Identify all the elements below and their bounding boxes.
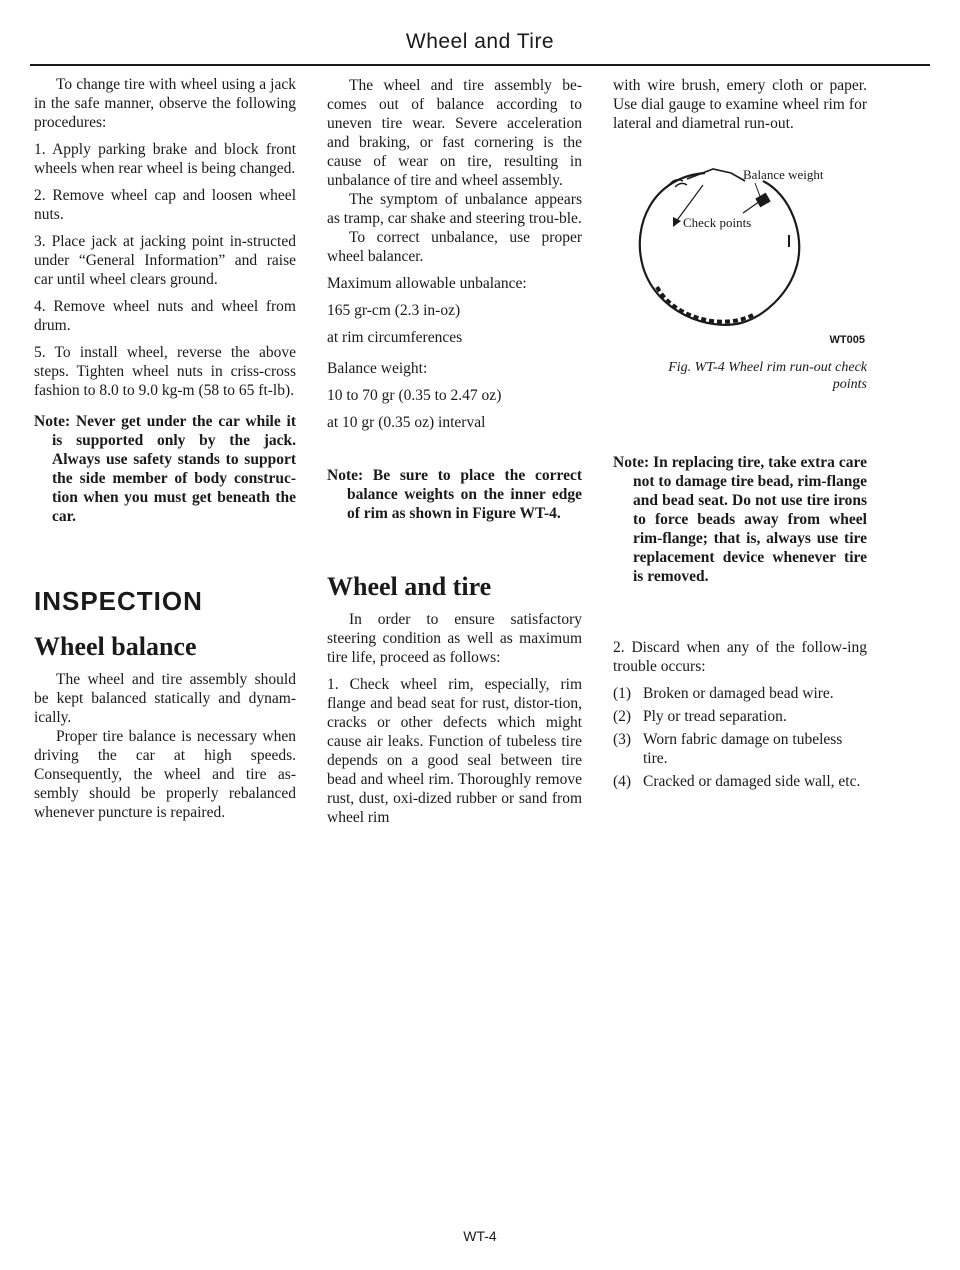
- intro-paragraph: To change tire with wheel using a jack in the safe manner, observe the following procedures:: [34, 76, 296, 131]
- discard-item: [613, 772, 867, 791]
- discard-item-number: (2): [613, 708, 632, 725]
- discard-item-number: (4): [613, 773, 632, 790]
- figure-caption: [613, 359, 867, 393]
- header-rule: [30, 64, 930, 66]
- balance-weight-interval: at 10 gr (0.35 oz) interval: [327, 414, 486, 431]
- rim-top-edge: [687, 169, 745, 181]
- page-number: WT-4: [463, 1228, 497, 1244]
- rim-inspection-paragraph: with wire brush, emery cloth or paper. Use dial gauge to examine wheel rim for lateral and diametral run-out.: [613, 77, 867, 132]
- step-3: 3. Place jack at jacking point in-structed under “General Information” and raise car until wheel clears ground.: [34, 233, 296, 288]
- balance-weight-note: Note: Be sure to place the correct balance weights on the inner edge of rim as shown in Figure WT-4.: [327, 467, 582, 522]
- figure-caption-line-1: Fig. WT-4 Wheel rim run-out check: [668, 360, 867, 375]
- max-unbalance-value: 165 gr-cm (2.3 in-oz): [327, 302, 461, 319]
- balance-weight-mark: [755, 193, 770, 208]
- subheading-wheel-and-tire: Wheel and tire: [327, 572, 492, 601]
- column-middle: [327, 76, 582, 835]
- discard-item-text: Worn fabric damage on tubeless tire.: [643, 731, 843, 767]
- unbalance-paragraph-3: To correct unbalance, use proper wheel balancer.: [327, 229, 582, 265]
- tire-replacement-note: Note: In replacing tire, take extra care not to damage tire bead, rim-flange and bead seat. Do not use tire irons to force beads away from wheel rim-flange; that is, always use tire replacement device whenever tire is removed.: [613, 454, 867, 585]
- column-left: [34, 75, 296, 830]
- step-5: 5. To install wheel, reverse the above steps. Tighten wheel nuts in criss-cross fashion to 8.0 to 9.0 kg-m (58 to 65 ft-lb).: [34, 344, 296, 399]
- balance-weight-value: 10 to 70 gr (0.35 to 2.47 oz): [327, 387, 502, 404]
- subheading-wheel-balance: Wheel balance: [34, 632, 197, 661]
- figure-wt-4: [613, 155, 867, 345]
- step-4: 4. Remove wheel nuts and wheel from drum.: [34, 298, 296, 334]
- discard-item-number: (1): [613, 685, 632, 702]
- label-balance-weight: Balance weight: [743, 167, 824, 182]
- tire-paragraph-1: In order to ensure satisfactory steering condition as well as maximum tire life, proceed as follows:: [327, 611, 582, 666]
- discard-intro: 2. Discard when any of the follow-ing trouble occurs:: [613, 639, 867, 675]
- discard-item-number: (3): [613, 731, 632, 748]
- step-2: 2. Remove wheel cap and loosen wheel nuts.: [34, 187, 296, 223]
- section-heading-inspection: INSPECTION: [34, 586, 203, 616]
- discard-item: [613, 730, 867, 768]
- unbalance-paragraph-2: The symptom of unbalance appears as tramp, car shake and steering trou-ble.: [327, 191, 582, 227]
- discard-item-text: Broken or damaged bead wire.: [643, 685, 834, 702]
- figure-code: WT005: [829, 334, 865, 346]
- column-right: [613, 76, 867, 795]
- discard-item-text: Cracked or damaged side wall, etc.: [643, 773, 861, 790]
- step-1: 1. Apply parking brake and block front wheels when rear wheel is being changed.: [34, 141, 296, 177]
- arrow-head-left: [673, 217, 681, 227]
- discard-item-text: Ply or tread separation.: [643, 708, 787, 725]
- rim-hatched-edge: [657, 287, 753, 322]
- unbalance-paragraph-1: The wheel and tire assembly be-comes out of balance according to uneven tire wear. Severe acceleration and braking, or fast cornering is the cause of wear on tire, resulting in unbalance of tire and wheel assembly.: [327, 77, 582, 189]
- rim-outline: [640, 173, 799, 325]
- balance-paragraph-1: The wheel and tire assembly should be kept balanced statically and dynam-ically.: [34, 671, 296, 726]
- label-check-points: Check points: [683, 215, 752, 230]
- page-header-title: Wheel and Tire: [405, 30, 555, 53]
- figure-caption-line-2: points: [832, 377, 867, 392]
- safety-note: Note: Never get under the car while it is supported only by the jack. Always use safety stands to support the side member of body construc-tion when you must get beneath the car.: [34, 413, 296, 525]
- tire-paragraph-2: 1. Check wheel rim, especially, rim flange and bead seat for rust, distor-tion, cracks or other defects which might cause air leaks. Function of tubeless tire depends on a good seal between tire bead and wheel rim. Thoroughly remove rust, dust, oxi-dized rubber or sand from wheel rim: [327, 676, 582, 826]
- balance-weight-label: Balance weight:: [327, 360, 428, 377]
- pointer-line-balance: [755, 183, 761, 199]
- max-unbalance-note: at rim circumferences: [327, 329, 463, 346]
- discard-item: [613, 684, 867, 703]
- max-unbalance-label: Maximum allowable unbalance:: [327, 275, 527, 292]
- wheel-rim-diagram: [613, 155, 867, 345]
- discard-item: [613, 707, 867, 726]
- balance-paragraph-2: Proper tire balance is necessary when driving the car at high speeds. Consequently, the wheel and tire as-sembly should be properly rebalanced whenever puncture is repaired.: [34, 728, 296, 821]
